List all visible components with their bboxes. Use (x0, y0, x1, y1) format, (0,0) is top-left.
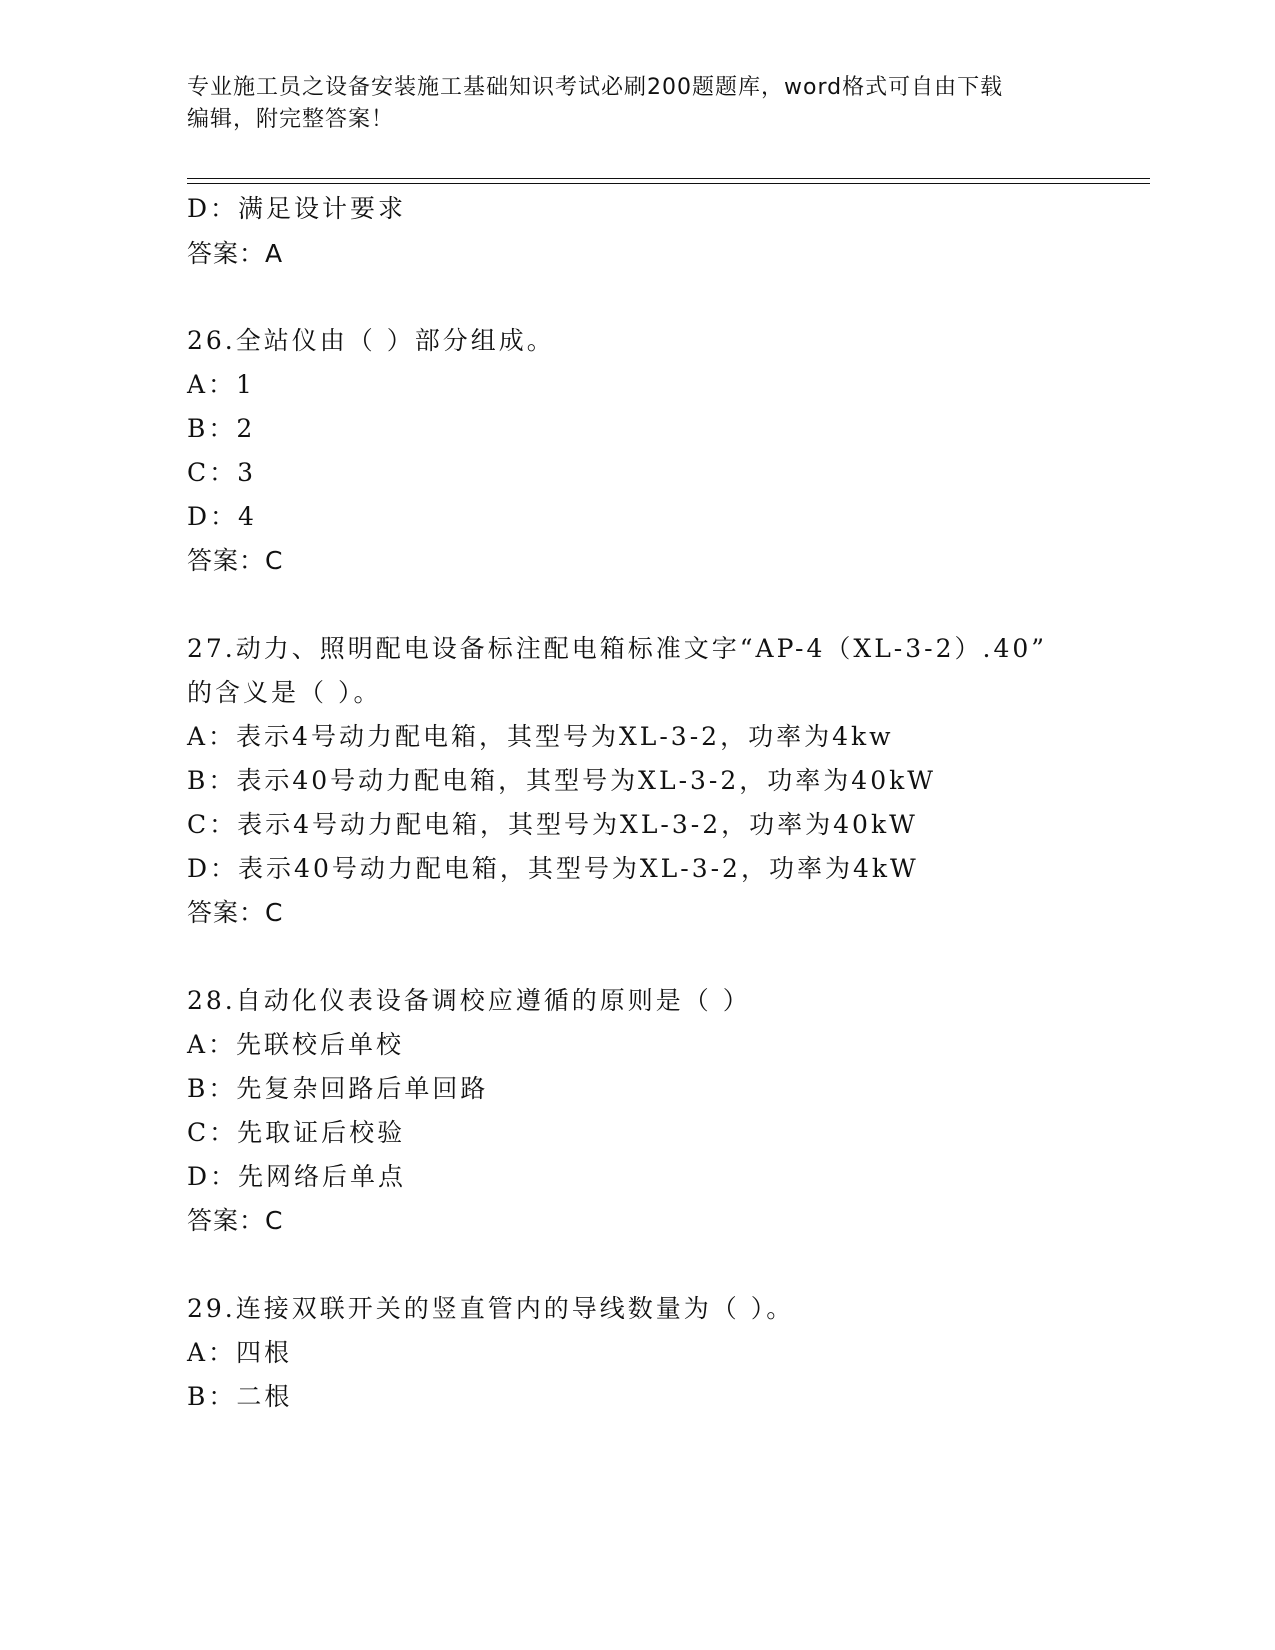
header-rule-top (187, 178, 1150, 179)
q26-option-a: A：1 (187, 370, 255, 399)
prev-answer: 答案：A (187, 239, 284, 268)
q27-stem-line-2: 的含义是（ ）。 (187, 678, 382, 707)
q28-option-b: B：先复杂回路后单回路 (187, 1074, 489, 1103)
q27-option-a: A：表示4号动力配电箱，其型号为XL-3-2，功率为4kw (187, 722, 894, 751)
q27-option-b: B：表示40号动力配电箱，其型号为XL-3-2，功率为40kW (187, 766, 936, 795)
document-header (187, 72, 1087, 136)
q29-option-b: B：二根 (187, 1382, 293, 1411)
q26-stem: 26.全站仪由（ ）部分组成。 (187, 326, 555, 355)
q26-option-c: C：3 (187, 458, 257, 487)
header-rule-bottom (187, 183, 1150, 184)
q27-option-d: D：表示40号动力配电箱，其型号为XL-3-2，功率为4kW (187, 854, 919, 883)
q28-option-d: D：先网络后单点 (187, 1162, 407, 1191)
q28-stem: 28.自动化仪表设备调校应遵循的原则是（ ） (187, 986, 751, 1015)
q28-answer: 答案：C (187, 1206, 284, 1235)
q27-stem-line-1: 27.动力、照明配电设备标注配电箱标准文字“AP-4（XL-3-2）.40” (187, 634, 1048, 663)
header-line-2: 编辑，附完整答案！ (187, 107, 395, 132)
q29-option-a: A：四根 (187, 1338, 293, 1367)
q27-answer: 答案：C (187, 898, 284, 927)
q29-stem: 29.连接双联开关的竖直管内的导线数量为（ ）。 (187, 1294, 795, 1323)
q26-answer: 答案：C (187, 546, 284, 575)
q26-option-d: D：4 (187, 502, 257, 531)
q28-option-c: C：先取证后校验 (187, 1118, 406, 1147)
q28-option-a: A：先联校后单校 (187, 1030, 405, 1059)
q27-option-c: C：表示4号动力配电箱，其型号为XL-3-2，功率为40kW (187, 810, 918, 839)
header-line-1: 专业施工员之设备安装施工基础知识考试必刷200题题库，word格式可自由下载 (187, 75, 1004, 100)
q26-option-b: B：2 (187, 414, 256, 443)
prev-option-d: D：满足设计要求 (187, 194, 407, 223)
